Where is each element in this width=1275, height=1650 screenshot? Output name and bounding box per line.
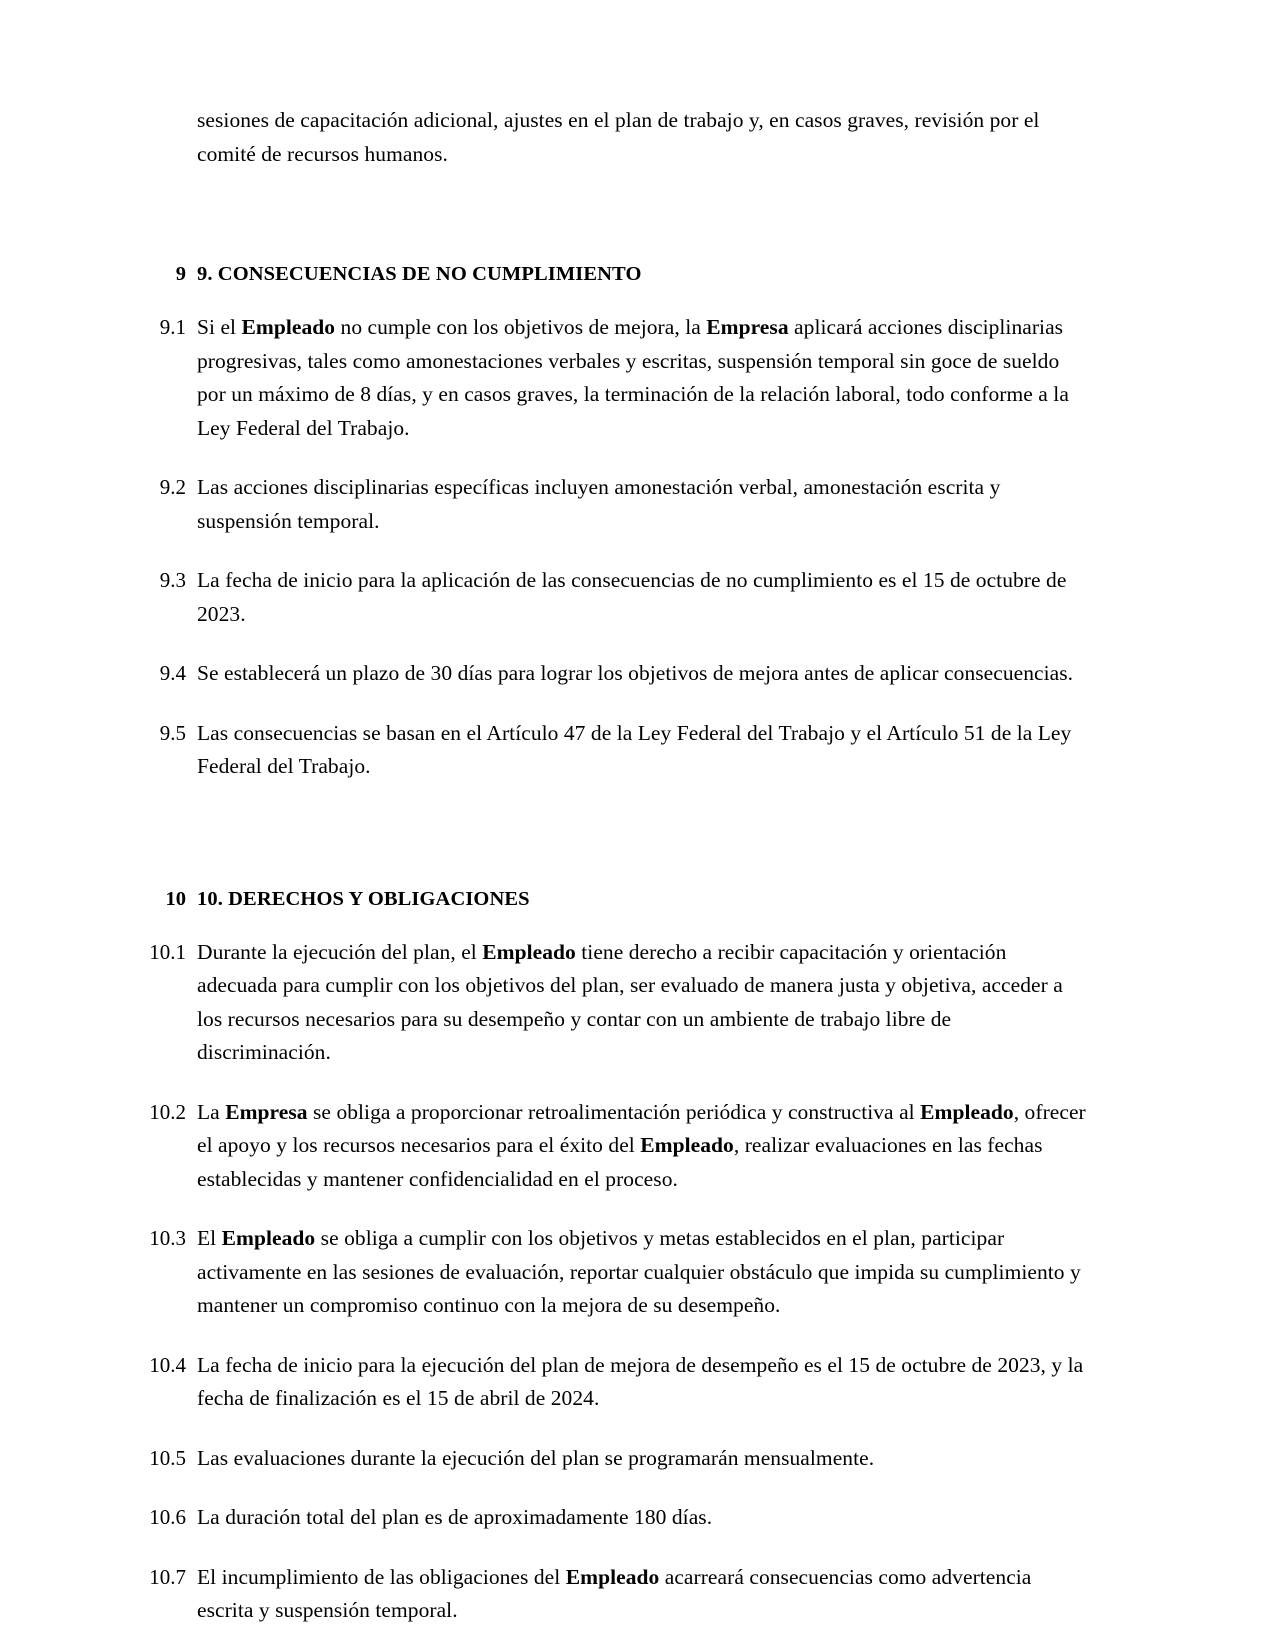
clause-text-segment: , ofrecer el apoyo y los recursos necesarios para el éxito del [197, 1099, 1086, 1157]
clause-10-4 [130, 1349, 1090, 1416]
clause-9-3 [130, 564, 1090, 631]
clause-text [197, 1222, 1090, 1323]
clause-text-segment: tiene derecho a recibir capacitación y orientación adecuada para cumplir con los objetivos del plan, ser evaluado de manera justa y objetiva, acceder a los recursos necesarios para su desempeño y contar con un ambiente de trabajo libre de discriminación. [197, 939, 1063, 1064]
clause-9-4 [130, 657, 1090, 691]
clause-text [197, 311, 1090, 445]
clause-9-1 [130, 311, 1090, 445]
continued-paragraph: sesiones de capacitación adicional, ajustes en el plan de trabajo y, en casos graves, revisión por el comité de recursos humanos. [197, 108, 1040, 166]
bold-term-empresa: Empresa [706, 315, 789, 339]
section-number-10: 10 [165, 887, 186, 910]
clause-text: La duración total del plan es de aproximadamente 180 días. [197, 1505, 713, 1529]
bold-term-empleado: Empleado [640, 1133, 734, 1157]
clause-9-5 [130, 717, 1090, 784]
clause-text-segment: La [197, 1099, 226, 1124]
bold-term-empleado: Empleado [565, 1564, 660, 1589]
bold-term-empresa: Empresa [225, 1099, 308, 1124]
clause-text [197, 936, 1090, 1070]
clause-text [197, 1096, 1090, 1197]
section-heading-10 [130, 884, 1090, 914]
clause-number: 10.7 [149, 1564, 186, 1589]
clause-text: La fecha de inicio para la ejecución del plan de mejora de desempeño es el 15 de octubre de 2023, y la fecha de finalización es el 15 de abril de 2024. [197, 1352, 1084, 1410]
clause-number: 9.5 [159, 720, 186, 745]
clause-10-7 [130, 1561, 1090, 1628]
section-heading-9 [130, 259, 1090, 289]
bold-term-empleado: Empleado [482, 939, 576, 964]
clause-text-segment: se obliga a proporcionar retroalimentación periódica y constructiva al [307, 1099, 921, 1124]
document-content [130, 104, 1090, 1628]
clause-number: 10.5 [149, 1445, 186, 1470]
clause-9-2 [130, 471, 1090, 538]
clause-text-segment: acarreará consecuencias como advertencia escrita y suspensión temporal. [197, 1564, 1032, 1622]
clause-number: 9.3 [159, 568, 186, 592]
clause-number: 10.1 [149, 939, 186, 964]
clause-text: Las consecuencias se basan en el Artículo 47 de la Ley Federal del Trabajo y el Artículo 51 de la Ley Federal del Trabajo. [197, 720, 1072, 778]
clause-text-segment: se obliga a cumplir con los objetivos y metas establecidos en el plan, participar activamente en las sesiones de evaluación, reportar cualquier obstáculo que impida su cumplimiento y mantener un compromiso continuo con la mejora de su desempeño. [197, 1226, 1081, 1317]
clause-number: 9.4 [159, 661, 186, 685]
clause-text-segment: Durante la ejecución del plan, el [197, 939, 483, 964]
clause-text-segment: El incumplimiento de las obligaciones del [197, 1564, 566, 1589]
bold-term-empleado: Empleado [241, 315, 336, 339]
clause-text-segment: El [197, 1226, 222, 1250]
section-title-9: 9. CONSECUENCIAS DE NO CUMPLIMIENTO [197, 263, 642, 285]
clause-10-5 [130, 1442, 1090, 1476]
clause-text: Las evaluaciones durante la ejecución del plan se programarán mensualmente. [197, 1445, 875, 1470]
clause-10-3 [130, 1222, 1090, 1323]
section-title-10: 10. DERECHOS Y OBLIGACIONES [197, 887, 530, 910]
clause-text-segment: , realizar evaluaciones en las fechas establecidas y mantener confidencialidad en el proceso. [197, 1133, 1043, 1191]
clause-number: 10.6 [149, 1505, 186, 1529]
clause-number: 9.2 [159, 475, 186, 499]
clause-text: La fecha de inicio para la aplicación de las consecuencias de no cumplimiento es el 15 de octubre de 2023. [197, 568, 1067, 626]
clause-10-6 [130, 1501, 1090, 1535]
clause-number: 10.3 [149, 1226, 186, 1250]
clause-number: 10.2 [149, 1099, 186, 1124]
clause-text [197, 1561, 1090, 1628]
bold-term-empleado: Empleado [920, 1099, 1014, 1124]
clause-text-segment: aplicará acciones disciplinarias progresivas, tales como amonestaciones verbales y escritas, suspensión temporal sin goce de sueldo por un máximo de 8 días, y en casos graves, la terminación de la relación laboral, todo conforme a la Ley Federal del Trabajo. [197, 315, 1069, 440]
clause-text-segment: Si el [197, 315, 242, 339]
clause-number: 10.4 [149, 1352, 186, 1377]
clause-number: 9.1 [159, 315, 186, 339]
section-number-9: 9 [175, 263, 186, 285]
clause-10-2 [130, 1096, 1090, 1197]
bold-term-empleado: Empleado [221, 1226, 316, 1250]
clause-text: Las acciones disciplinarias específicas incluyen amonestación verbal, amonestación escrita y suspensión temporal. [197, 475, 1001, 533]
clause-10-1 [130, 936, 1090, 1070]
clause-text-segment: no cumple con los objetivos de mejora, la [335, 315, 707, 339]
clause-text: Se establecerá un plazo de 30 días para lograr los objetivos de mejora antes de aplicar consecuencias. [197, 661, 1074, 685]
